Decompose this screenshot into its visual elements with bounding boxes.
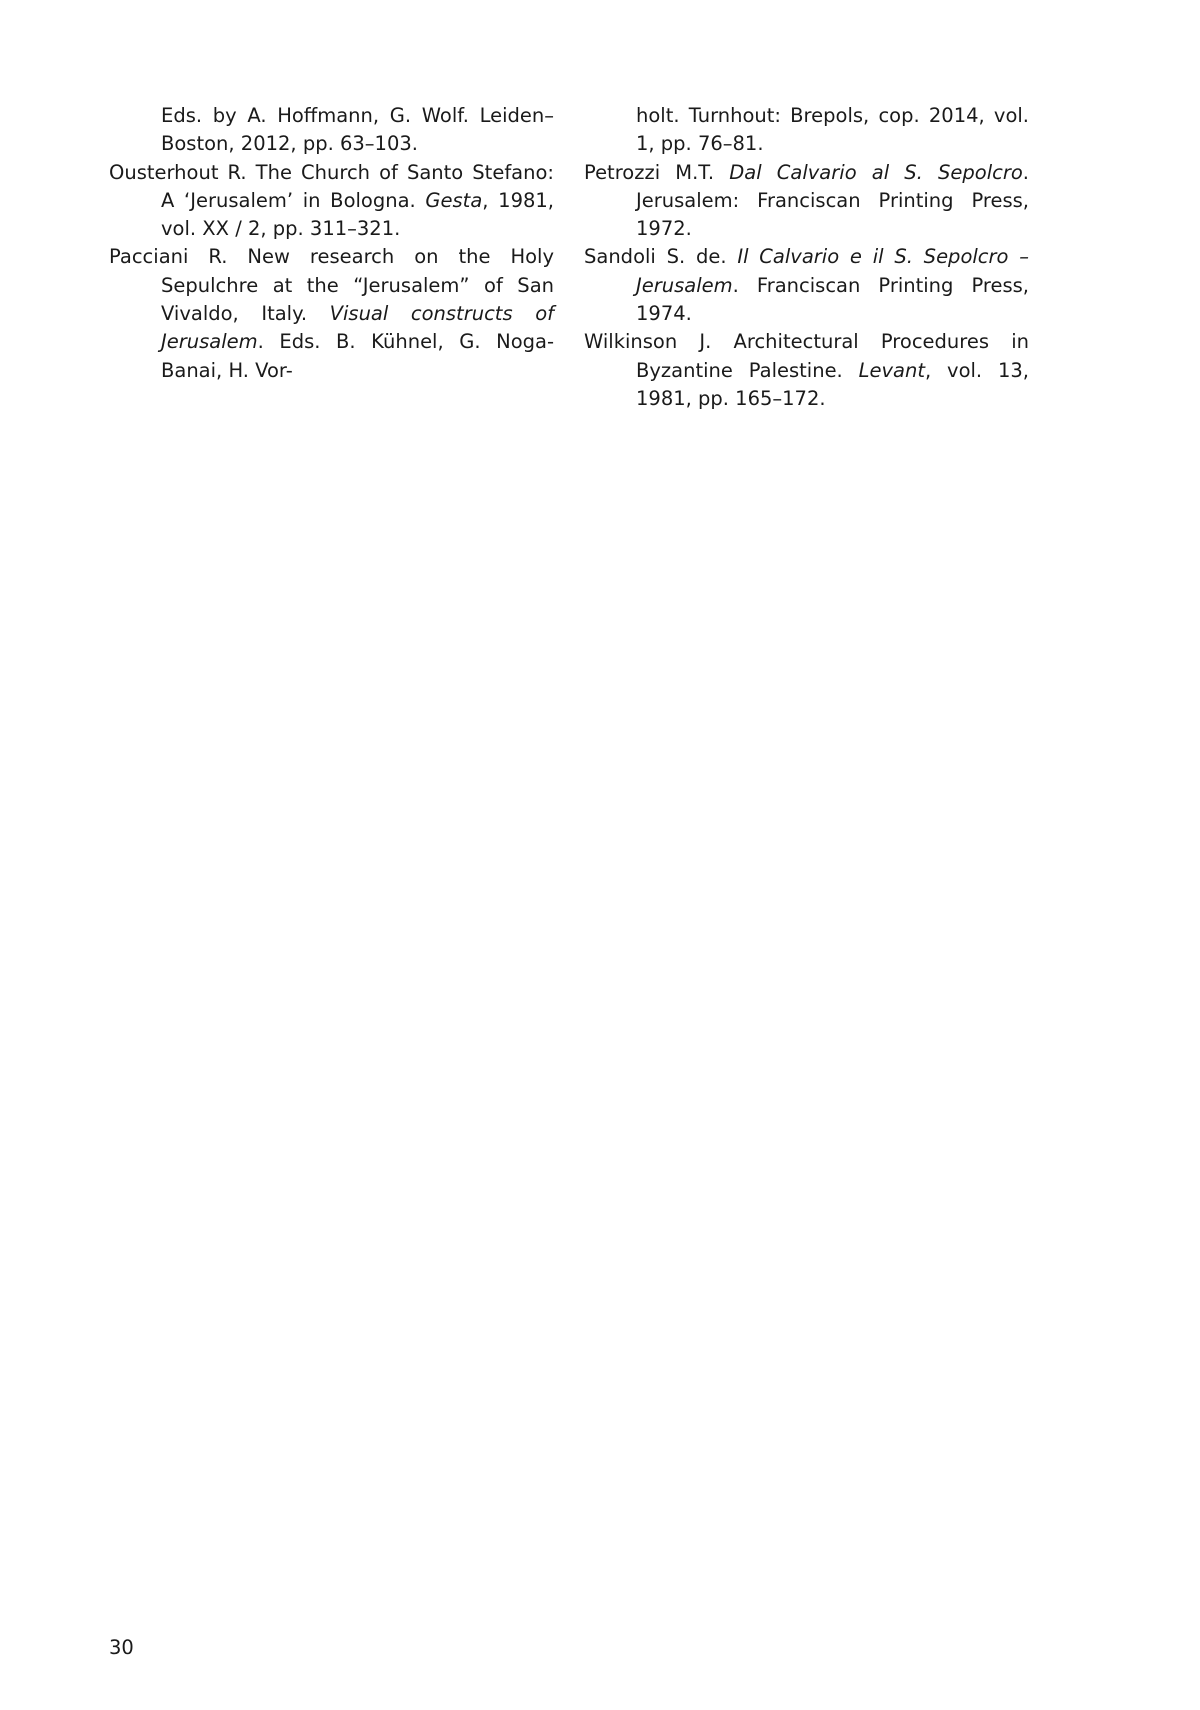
reference-entry (584, 159, 1029, 244)
reference-title-italic: Dal Calvario al S. Sepolcro (729, 160, 1023, 184)
reference-text: Wilkinson J. Architectural Procedures in Byzantine Palestine. (584, 330, 1029, 382)
reference-text: , vol. 13, 1981, pp. 165–172. (636, 358, 1029, 410)
reference-text: Pacciani R. New research on the Holy Sepulchre at the “Jerusalem” of San Vivaldo, Italy. (109, 245, 554, 326)
reference-title-italic: Visual constructs of Jerusalem (161, 302, 554, 354)
page-number: 30 (109, 1636, 134, 1659)
reference-text: , 1981, vol. XX / 2, pp. 311–321. (161, 188, 554, 241)
reference-entry-continued (109, 102, 554, 159)
reference-title-italic: Levant (858, 358, 925, 382)
references-column-left (109, 102, 554, 385)
reference-text: . Eds. B. Kühnel, G. Noga-Banai, H. Vor- (161, 330, 554, 382)
reference-text: holt. Turnhout: Brepols, cop. 2014, vol. 1, pp. 76–81. (636, 104, 1029, 156)
reference-text: . Franciscan Printing Press, 1974. (636, 273, 1029, 326)
reference-entry (584, 328, 1029, 413)
reference-title-italic: Il Calvario e il S. Sepolcro – Jerusalem (636, 245, 1029, 297)
reference-title-italic: Gesta (425, 188, 483, 212)
reference-text: Petrozzi M.T. (584, 160, 730, 184)
reference-entry (109, 159, 554, 244)
reference-text: Ousterhout R. The Church of Santo Stefano: A ‘Jerusalem’ in Bologna. (109, 160, 554, 212)
reference-text: . Jerusalem: Franciscan Printing Press, 1972. (636, 160, 1029, 241)
reference-text: Eds. by A. Hoffmann, G. Wolf. Leiden–Boston, 2012, pp. 63–103. (161, 104, 554, 156)
references-column-right (584, 102, 1029, 413)
reference-entry (584, 243, 1029, 328)
reference-entry (109, 243, 554, 384)
reference-entry-continued (584, 102, 1029, 159)
reference-text: Sandoli S. de. (584, 245, 738, 269)
